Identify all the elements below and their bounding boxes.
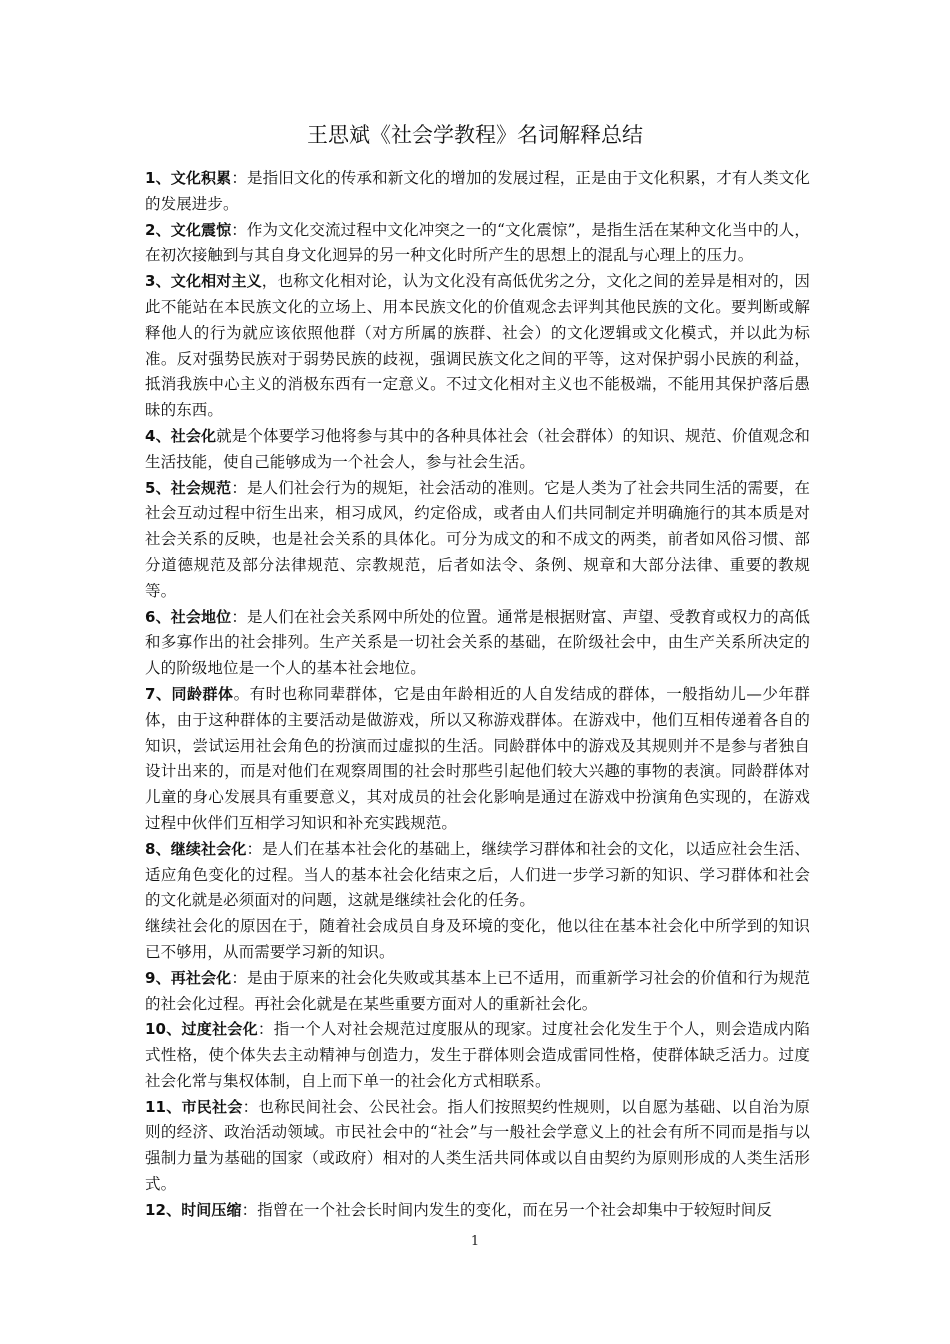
entry-term: 继续社会化	[170, 839, 247, 858]
entry-number: 8、	[145, 839, 171, 858]
entry-number: 3、	[145, 272, 171, 291]
list-item	[145, 1095, 810, 1198]
entry-term: 文化积累	[170, 169, 232, 187]
entry-definition: ，也称文化相对论，认为文化没有高低优劣之分，文化之间的差异是相对的，因此不能站在本民族文化的立场上、用本民族文化的价值观念去评判其他民族的文化。要判断或解释他人的行为就应该依照他群（对方所属的族群、社会）的文化逻辑或文化模式，并以此为标准。反对强势民族对于弱势民族的歧视，强调民族文化之间的平等，这对保护弱小民族的利益，抵消我族中心主义的消极东西有一定意义。不过文化相对主义也不能极端，不能用其保护落后愚昧的东西。	[145, 272, 810, 420]
entry-definition: 。有时也称同辈群体，它是由年龄相近的人自发结成的群体，一般指幼儿—少年群体，由于这种群体的主要活动是做游戏，所以又称游戏群体。在游戏中，他们互相传递着各自的知识，尝试运用社会角色的扮演而过虚拟的生活。同龄群体中的游戏及其规则并不是参与者独自设计出来的，而是对他们在观察周围的社会时那些引起他们较大兴趣的事物的表演。同龄群体对儿童的身心发展具有重要意义，其对成员的社会化影响是通过在游戏中扮演角色实现的，在游戏过程中伙伴们互相学习知识和补充实践规范。	[145, 684, 810, 832]
entry-term: 文化相对主义	[170, 272, 262, 291]
entry-number: 12、	[145, 1200, 182, 1219]
entry-definition: ：是人们在社会关系网中所处的位置。通常是根据财富、声望、受教育或权力的高低和多寡作出的社会排列。生产关系是一切社会关系的基础，在阶级社会中，由生产关系所决定的人的阶级地位是一个人的基本社会地位。	[145, 607, 811, 678]
list-item-continuation	[145, 914, 810, 966]
entry-term: 社会规范	[170, 478, 232, 497]
entry-term: 过度社会化	[181, 1020, 258, 1039]
entry-number: 11、	[145, 1097, 182, 1116]
entry-number: 5、	[145, 478, 171, 497]
entry-term: 市民社会	[181, 1097, 243, 1116]
entry-definition: ：是指旧文化的传承和新文化的增加的发展过程，正是由于文化积累，才有人类文化的发展进步。	[145, 169, 811, 213]
entry-number: 6、	[145, 607, 171, 626]
entry-term: 文化震惊	[170, 220, 232, 239]
list-item	[145, 1198, 810, 1224]
list-item	[145, 966, 810, 1018]
list-item	[145, 837, 810, 914]
list-item	[145, 424, 810, 476]
entry-number: 1、	[145, 169, 171, 187]
entry-definition: ：指曾在一个社会长时间内发生的变化，而在另一个社会却集中于较短时间反	[241, 1200, 772, 1219]
list-item	[145, 218, 810, 270]
entry-number: 7、	[145, 684, 172, 703]
entry-number: 9、	[145, 968, 171, 987]
entry-term: 社会地位	[170, 607, 232, 626]
entry-definition: ：指一个人对社会规范过度服从的现家。过度社会化发生于个人，则会造成内陷式性格，使个体失去主动精神与创造力，发生于群体则会造成雷同性格，使群体缺乏活力。过度社会化常与集权体制，自上而下单一的社会化方式相联系。	[145, 1020, 810, 1090]
list-item	[145, 166, 810, 218]
entry-number: 10、	[145, 1020, 182, 1039]
entry-definition: ：也称民间社会、公民社会。指人们按照契约性规则，以自愿为基础、以自治为原则的经济、政治活动领域。市民社会中的“社会”与一般社会学意义上的社会有所不同而是指与以强制力量为基础的国家（或政府）相对的人类生活共同体或以自由契约为原则形成的人类生活形式。	[145, 1097, 810, 1194]
entry-definition: ：是人们社会行为的规矩，社会活动的准则。它是人类为了社会共同生活的需要，在社会互动过程中衍生出来，相习成风，约定俗成，或者由人们共同制定并明确施行的其本质是对社会关系的反映，也是社会关系的具体化。可分为成文的和不成文的两类，前者如风俗习惯、部分道德规范及部分法律规范、宗教规范，后者如法令、条例、规章和大部分法律、重要的教规等。	[145, 478, 811, 600]
document-body	[145, 166, 810, 1224]
entry-number: 2、	[145, 220, 171, 239]
entry-definition: ：是人们在基本社会化的基础上，继续学习群体和社会的文化，以适应社会生活、适应角色变化的过程。当人的基本社会化结束之后，人们进一步学习新的知识、学习群体和社会的文化就是必须面对的问题，这就是继续社会化的任务。	[145, 839, 810, 910]
list-item	[145, 1017, 810, 1094]
entry-number: 4、	[145, 426, 171, 445]
document-title: 王思斌《社会学教程》名词解释总结	[307, 123, 643, 147]
page-number: 1	[470, 1234, 480, 1249]
list-item	[145, 476, 810, 605]
entry-term: 再社会化	[170, 968, 232, 987]
entry-term: 社会化	[170, 426, 217, 445]
list-item	[145, 269, 810, 424]
entry-term: 时间压缩	[181, 1200, 242, 1219]
entry-definition: ：是由于原来的社会化失败或其基本上已不适用，而重新学习社会的价值和行为规范的社会化过程。再社会化就是在某些重要方面对人的重新社会化。	[145, 968, 811, 1013]
entry-term: 同龄群体	[171, 684, 234, 703]
entry-definition: ：作为文化交流过程中文化冲突之一的“文化震惊”，是指生活在某种文化当中的人，在初次接触到与其自身文化迥异的另一种文化时所产生的思想上的混乱与心理上的压力。	[145, 220, 811, 265]
list-item	[145, 605, 810, 682]
list-item	[145, 682, 810, 837]
entry-definition: 就是个体要学习他将参与其中的各种具体社会（社会群体）的知识、规范、价值观念和生活技能，使自己能够成为一个社会人，参与社会生活。	[145, 426, 810, 471]
entry-definition: 继续社会化的原因在于，随着社会成员自身及环境的变化，他以往在基本社会化中所学到的知识已不够用，从而需要学习新的知识。	[145, 917, 810, 961]
